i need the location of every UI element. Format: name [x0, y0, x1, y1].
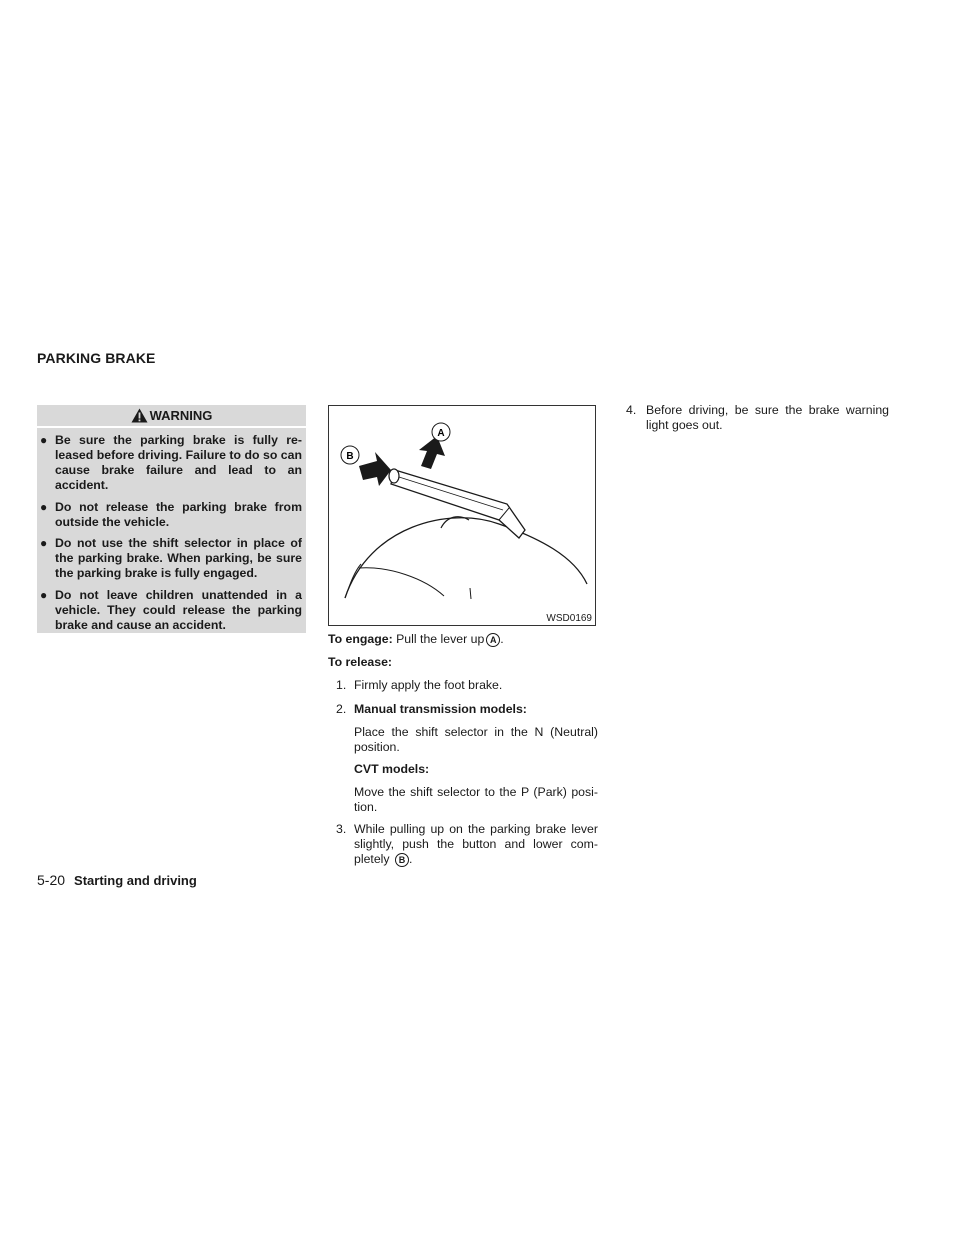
cvt-instruction: [328, 785, 598, 817]
chapter-title: Starting and driving: [74, 873, 197, 888]
warning-heading: WARNING: [149, 408, 213, 423]
figure-code: WSD0169: [546, 613, 592, 624]
cvt-title: CVT models:: [354, 762, 430, 776]
engage-line: [328, 632, 598, 647]
warning-item: ● Do not use the shift selector in place of the parking brake. When parking, be sure the parking brake is fully engaged.: [40, 536, 302, 581]
engage-text: Pull the lever up: [396, 632, 485, 646]
engage-end: .: [500, 632, 504, 646]
cvt-title-row: [328, 762, 598, 778]
step-number: 1.: [336, 678, 347, 692]
parking-brake-figure: [328, 405, 596, 626]
warning-header: [37, 405, 306, 428]
figure-label-b: B: [346, 451, 354, 462]
release-label: To release:: [328, 655, 393, 669]
warning-icon: [131, 408, 148, 423]
step-text: Firmly apply the foot brake.: [354, 678, 503, 692]
warning-item: ● Be sure the parking brake is fully re-leased before driving. Failure to do so can cause brake failure and lead to an accident.: [40, 433, 302, 492]
step-text: Before driving, be sure the brake warning light goes out.: [646, 403, 889, 432]
step-number: 4.: [626, 403, 637, 417]
step-number: 3.: [336, 822, 347, 836]
warning-box: [37, 405, 306, 633]
engage-label: To engage:: [328, 632, 393, 646]
bullet-icon: ●: [40, 433, 48, 447]
figure-label-a: A: [437, 428, 445, 439]
ref-b-badge: B: [395, 853, 409, 867]
step-text: Move the shift selector to the P (Park) posi-tion.: [354, 785, 598, 814]
manual-instruction: [328, 725, 598, 757]
step-number: 2.: [336, 702, 347, 716]
step-text: Place the shift selector in the N (Neutral) position.: [354, 725, 598, 754]
ref-a-badge: A: [486, 633, 500, 647]
release-step-1: [328, 678, 598, 694]
step-text: While pulling up on the parking brake lever slightly, push the button and lower com-pletely B .: [354, 822, 598, 866]
bullet-icon: ●: [40, 536, 48, 551]
page-footer: [37, 872, 197, 888]
page-number: 5-20: [37, 872, 66, 888]
warning-item: ● Do not release the parking brake from outside the vehicle.: [40, 499, 302, 529]
section-title: PARKING BRAKE: [37, 350, 156, 366]
step-title: Manual transmission models:: [354, 702, 527, 716]
warning-list: [37, 428, 306, 633]
bullet-icon: ●: [40, 499, 48, 514]
release-step-2: [328, 702, 598, 718]
warning-item: ● Do not leave children unattended in a vehicle. They could release the parking brake and cause an accident.: [40, 588, 302, 632]
bullet-icon: ●: [40, 588, 48, 603]
release-step-3: [328, 822, 598, 870]
parking-brake-illustration: [329, 406, 595, 625]
